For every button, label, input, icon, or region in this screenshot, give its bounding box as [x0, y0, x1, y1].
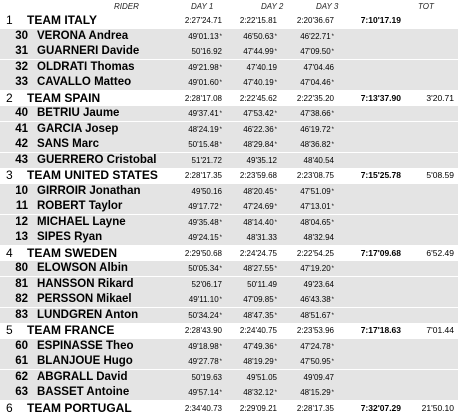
rider-day3-cell — [290, 261, 334, 277]
team-rank: 2 — [6, 90, 13, 105]
team-name: TEAM FRANCE — [27, 323, 115, 337]
rider-bib: 10 — [15, 184, 28, 197]
rider-day2-time: 48'20.45 — [243, 186, 274, 196]
rider-row — [0, 292, 458, 307]
rider-day3-time: 48'51.67 — [300, 310, 331, 320]
team-rank: 4 — [6, 245, 13, 260]
rider-bib: 41 — [15, 122, 28, 135]
team-row — [0, 323, 458, 338]
rider-row — [0, 184, 458, 199]
rider-bib: 83 — [15, 308, 28, 321]
counting-time-asterisk: * — [274, 359, 277, 365]
rider-bib: 60 — [15, 339, 28, 352]
rider-day2-time: 48'19.29 — [243, 357, 274, 366]
counting-time-asterisk: * — [331, 343, 334, 350]
counting-time-asterisk: * — [219, 126, 222, 133]
rider-row — [0, 44, 458, 59]
rider-bib: 33 — [15, 76, 28, 88]
rider-day1-cell — [178, 277, 222, 292]
counting-time-asterisk: * — [331, 266, 334, 272]
rider-row — [0, 261, 458, 276]
team-rank: 1 — [6, 13, 13, 27]
rider-day3-cell — [290, 153, 334, 168]
rider-day1-time: 49'37.41 — [188, 109, 219, 118]
rider-bib: 62 — [15, 370, 28, 383]
rider-day3-cell — [290, 184, 334, 200]
team-day1-time: 2:28'17.08 — [184, 93, 222, 103]
rider-day1-cell — [178, 292, 222, 308]
rider-day1-time: 49'01.13 — [188, 31, 219, 41]
rider-day1-time: 49'27.78 — [188, 357, 219, 366]
header-day1: DAY 1 — [191, 2, 214, 11]
rider-day2-cell — [233, 354, 277, 370]
rider-day2-time: 49'35.12 — [246, 155, 277, 165]
rider-day2-time: 46'50.63 — [243, 31, 274, 41]
rider-day2-time: 47'40.19 — [246, 62, 277, 72]
rider-day2-cell — [233, 261, 277, 277]
counting-time-asterisk: * — [274, 390, 277, 396]
team-total-time: 7:32'07.29 — [360, 402, 401, 413]
rider-day2-time: 46'22.36 — [243, 124, 274, 134]
counting-time-asterisk: * — [331, 126, 334, 133]
rider-day2-cell — [233, 339, 277, 355]
rider-day3-cell — [290, 385, 334, 401]
rider-row — [0, 354, 458, 369]
counting-time-asterisk: * — [274, 266, 277, 272]
rider-row — [0, 385, 458, 400]
counting-time-asterisk: * — [219, 235, 222, 241]
rider-name: VERONA Andrea — [37, 29, 129, 42]
rider-day1-cell — [178, 339, 222, 355]
counting-time-asterisk: * — [331, 204, 334, 210]
team-total-time: 7:17'09.68 — [360, 247, 401, 258]
rider-day2-cell — [233, 153, 277, 168]
rider-row — [0, 29, 458, 44]
rider-bib: 80 — [15, 262, 28, 274]
rider-day3-time: 48'36.82 — [300, 140, 331, 149]
counting-time-asterisk: * — [219, 266, 222, 272]
team-day2-time: 2:24'24.75 — [239, 248, 277, 258]
rider-day2-cell — [233, 385, 277, 401]
team-day1-time: 2:34'40.73 — [184, 403, 222, 413]
rider-day3-cell — [290, 137, 334, 153]
team-day3-time: 2:23'08.75 — [296, 171, 334, 180]
rider-day1-time: 49'57.14 — [188, 388, 219, 397]
rider-name: ROBERT Taylor — [37, 200, 123, 212]
rider-day2-cell — [233, 60, 277, 75]
counting-time-asterisk: * — [274, 219, 277, 226]
rider-day1-time: 49'18.98 — [188, 341, 219, 351]
rider-day2-time: 49'51.05 — [246, 372, 277, 382]
counting-time-asterisk: * — [219, 219, 222, 226]
team-gap-time: 6'52.49 — [426, 247, 454, 258]
rider-day2-time: 48'47.35 — [243, 310, 274, 320]
rider-bib: 42 — [15, 138, 28, 150]
rider-day3-cell — [290, 44, 334, 60]
team-day1-time: 2:28'43.90 — [184, 326, 222, 335]
rider-day2-time: 47'24.69 — [243, 202, 274, 211]
rider-day2-time: 47'44.99 — [243, 47, 274, 56]
rider-day2-time: 47'49.36 — [243, 341, 274, 351]
rider-bib: 40 — [15, 107, 28, 119]
team-day3-time: 2:22'54.25 — [296, 248, 334, 258]
rider-day2-cell — [233, 230, 277, 245]
rider-row — [0, 339, 458, 354]
rider-day1-time: 49'11.10 — [188, 295, 219, 304]
counting-time-asterisk: * — [219, 33, 222, 40]
rider-day1-time: 50'19.63 — [191, 372, 222, 382]
rider-day2-cell — [233, 277, 277, 292]
rider-name: ESPINASSE Theo — [37, 339, 134, 352]
rider-bib: 32 — [15, 60, 28, 73]
rider-row — [0, 230, 458, 245]
team-gap-time: 3'20.71 — [426, 92, 454, 103]
counting-time-asterisk: * — [274, 343, 277, 350]
counting-time-asterisk: * — [219, 204, 222, 210]
rider-day1-cell — [178, 215, 222, 231]
rider-day2-cell — [233, 122, 277, 138]
counting-time-asterisk: * — [219, 64, 222, 71]
rider-bib: 30 — [15, 29, 28, 42]
header-day2: DAY 2 — [261, 2, 284, 11]
team-name: TEAM ITALY — [27, 13, 98, 27]
rider-day2-time: 48'29.84 — [243, 140, 274, 149]
rider-day3-cell — [290, 75, 334, 91]
rider-day1-cell — [178, 29, 222, 45]
rider-bib: 11 — [15, 200, 28, 212]
rider-day3-time: 48'04.65 — [300, 217, 331, 227]
team-total-time: 7:13'37.90 — [360, 92, 401, 103]
rider-day1-time: 49'35.48 — [188, 217, 219, 227]
rider-day3-time: 47'50.95 — [300, 357, 331, 366]
rider-day2-cell — [233, 29, 277, 45]
rider-name: GUARNERI Davide — [37, 45, 140, 57]
rider-row — [0, 137, 458, 152]
rider-name: SANS Marc — [37, 138, 99, 150]
rider-day1-cell — [178, 44, 222, 59]
team-total-time: 7:10'17.19 — [360, 15, 401, 25]
rider-day3-time: 49'09.47 — [303, 372, 334, 382]
rider-bib: 43 — [15, 153, 28, 166]
rider-row — [0, 199, 458, 214]
counting-time-asterisk: * — [331, 188, 334, 195]
rider-day1-cell — [178, 122, 222, 138]
rider-day1-time: 51'21.72 — [191, 155, 222, 165]
rider-day2-cell — [233, 370, 277, 385]
rider-day3-cell — [290, 277, 334, 292]
counting-time-asterisk: * — [219, 359, 222, 365]
header-rider: RIDER — [114, 2, 139, 11]
rider-name: LUNDGREN Anton — [37, 308, 139, 321]
counting-time-asterisk: * — [274, 188, 277, 195]
team-day1-time: 2:29'50.68 — [184, 248, 222, 258]
counting-time-asterisk: * — [219, 312, 222, 319]
header-day3: DAY 3 — [316, 2, 339, 11]
rider-day1-cell — [178, 308, 222, 324]
rider-day3-time: 47'04.46 — [303, 62, 334, 72]
rider-day1-cell — [178, 153, 222, 168]
counting-time-asterisk: * — [331, 390, 334, 396]
rider-day1-cell — [178, 184, 222, 199]
rider-row — [0, 60, 458, 75]
rider-name: SIPES Ryan — [37, 231, 103, 243]
rider-name: CAVALLO Matteo — [37, 76, 132, 88]
rider-day1-cell — [178, 199, 222, 215]
counting-time-asterisk: * — [274, 142, 277, 148]
rider-day1-cell — [178, 230, 222, 246]
team-name: TEAM UNITED STATES — [27, 168, 158, 182]
rider-day1-cell — [178, 106, 222, 122]
team-day2-time: 2:29'09.21 — [239, 403, 277, 413]
rider-day1-time: 49'17.72 — [188, 202, 219, 211]
rider-day1-time: 48'24.19 — [188, 124, 219, 134]
rider-row — [0, 370, 458, 385]
rider-bib: 12 — [15, 215, 28, 228]
rider-row — [0, 122, 458, 137]
counting-time-asterisk: * — [219, 390, 222, 396]
rider-name: BLANJOUE Hugo — [37, 355, 133, 367]
team-name: TEAM PORTUGAL — [27, 400, 132, 415]
rider-day2-cell — [233, 184, 277, 200]
rider-day2-cell — [233, 199, 277, 215]
counting-time-asterisk: * — [331, 142, 334, 148]
counting-time-asterisk: * — [274, 80, 277, 86]
rider-day1-cell — [178, 75, 222, 91]
team-total-time: 7:15'25.78 — [360, 170, 401, 180]
rider-name: MICHAEL Layne — [37, 215, 126, 228]
team-rank: 6 — [6, 400, 13, 415]
rider-bib: 61 — [15, 355, 28, 367]
rider-name: BASSET Antoine — [37, 386, 130, 398]
rider-day2-cell — [233, 137, 277, 153]
rider-day1-time: 49'21.98 — [188, 62, 219, 72]
counting-time-asterisk: * — [274, 111, 277, 117]
rider-day2-cell — [233, 292, 277, 308]
rider-row — [0, 153, 458, 168]
counting-time-asterisk: * — [331, 359, 334, 365]
team-day3-time: 2:20'36.67 — [296, 16, 334, 25]
rider-day3-time: 47'24.78 — [300, 341, 331, 351]
rider-day3-time: 46'19.72 — [300, 124, 331, 134]
rider-day3-cell — [290, 60, 334, 75]
rider-bib: 81 — [15, 277, 28, 290]
rider-day3-time: 46'43.38 — [300, 295, 331, 304]
rider-day1-time: 49'24.15 — [188, 233, 219, 242]
rider-name: BETRIU Jaume — [37, 107, 120, 119]
team-row — [0, 91, 458, 106]
rider-day3-time: 47'51.09 — [300, 186, 331, 196]
rider-day3-cell — [290, 106, 334, 122]
rider-bib: 13 — [15, 231, 28, 243]
counting-time-asterisk: * — [219, 80, 222, 86]
rider-day3-time: 46'22.71 — [300, 31, 331, 41]
rider-day2-time: 47'40.19 — [243, 78, 274, 87]
rider-name: OLDRATI Thomas — [37, 60, 135, 73]
rider-day2-cell — [233, 215, 277, 231]
rider-day3-cell — [290, 339, 334, 355]
rider-bib: 63 — [15, 386, 28, 398]
rider-day1-time: 52'06.17 — [191, 279, 222, 289]
rider-day3-time: 47'13.01 — [300, 202, 331, 211]
counting-time-asterisk: * — [219, 111, 222, 117]
rider-row — [0, 75, 458, 90]
team-day2-time: 2:24'40.75 — [239, 326, 277, 335]
counting-time-asterisk: * — [331, 219, 334, 226]
counting-time-asterisk: * — [274, 49, 277, 55]
team-row — [0, 13, 458, 28]
team-name: TEAM SWEDEN — [27, 245, 117, 260]
team-day1-time: 2:28'17.35 — [184, 171, 222, 180]
rider-day1-time: 50'16.92 — [191, 47, 222, 56]
rider-day3-time: 49'23.64 — [303, 279, 334, 289]
rider-name: PERSSON Mikael — [37, 293, 132, 305]
rider-day3-cell — [290, 230, 334, 245]
team-total-time: 7:17'18.63 — [360, 325, 401, 335]
rider-day3-cell — [290, 29, 334, 45]
rider-day1-time: 49'50.16 — [191, 186, 222, 196]
rider-day2-cell — [233, 308, 277, 324]
rider-day1-cell — [178, 354, 222, 370]
rider-day1-time: 49'01.60 — [188, 78, 219, 87]
rider-day3-cell — [290, 370, 334, 385]
counting-time-asterisk: * — [331, 80, 334, 86]
rider-day1-time: 50'15.48 — [188, 140, 219, 149]
rider-day1-cell — [178, 370, 222, 385]
rider-bib: 82 — [15, 293, 28, 305]
counting-time-asterisk: * — [331, 312, 334, 319]
rider-day3-cell — [290, 292, 334, 308]
team-day3-time: 2:28'17.35 — [296, 403, 334, 413]
rider-day2-time: 48'31.33 — [246, 233, 277, 242]
rider-day2-time: 48'27.55 — [243, 264, 274, 273]
rider-row — [0, 308, 458, 323]
team-row — [0, 246, 458, 261]
rider-name: GUERRERO Cristobal — [37, 153, 157, 166]
rider-day3-cell — [290, 215, 334, 231]
counting-time-asterisk: * — [331, 49, 334, 55]
rider-day3-time: 47'04.46 — [300, 78, 331, 87]
rider-name: GIRROIR Jonathan — [37, 184, 141, 197]
rider-day3-time: 48'40.54 — [303, 155, 334, 165]
team-rank: 5 — [6, 323, 13, 337]
rider-day1-time: 50'05.34 — [188, 264, 219, 273]
team-gap-time: 7'01.44 — [426, 325, 454, 335]
rider-day2-time: 47'09.85 — [243, 295, 274, 304]
team-day2-time: 2:22'45.62 — [239, 93, 277, 103]
team-row — [0, 401, 458, 416]
team-day2-time: 2:22'15.81 — [239, 16, 277, 25]
counting-time-asterisk: * — [274, 126, 277, 133]
rider-day3-time: 48'32.94 — [303, 233, 334, 242]
rider-name: ABGRALL David — [37, 370, 128, 383]
rider-day3-time: 47'09.50 — [300, 47, 331, 56]
rider-name: GARCIA Josep — [37, 122, 119, 135]
team-rank: 3 — [6, 168, 13, 182]
counting-time-asterisk: * — [219, 142, 222, 148]
team-day3-time: 2:23'53.96 — [296, 326, 334, 335]
rider-row — [0, 215, 458, 230]
rider-day2-cell — [233, 106, 277, 122]
counting-time-asterisk: * — [274, 312, 277, 319]
rider-day2-time: 50'11.49 — [247, 279, 277, 289]
team-day1-time: 2:27'24.71 — [184, 16, 222, 25]
rider-day3-cell — [290, 354, 334, 370]
counting-time-asterisk: * — [274, 297, 277, 303]
rider-row — [0, 106, 458, 121]
counting-time-asterisk: * — [331, 33, 334, 40]
rider-day1-cell — [178, 385, 222, 401]
team-gap-time: 5'08.59 — [426, 170, 454, 180]
rider-day2-cell — [233, 44, 277, 60]
rider-day1-cell — [178, 137, 222, 153]
counting-time-asterisk: * — [274, 204, 277, 210]
rider-day3-time: 47'19.20 — [300, 264, 331, 273]
counting-time-asterisk: * — [331, 297, 334, 303]
rider-day1-cell — [178, 261, 222, 277]
team-gap-time: 21'50.10 — [421, 402, 454, 413]
counting-time-asterisk: * — [274, 33, 277, 40]
rider-day1-cell — [178, 60, 222, 76]
rider-row — [0, 277, 458, 292]
rider-day3-cell — [290, 308, 334, 324]
rider-name: ELOWSON Albin — [37, 262, 128, 274]
rider-day3-time: 47'38.66 — [300, 109, 331, 118]
rider-name: HANSSON Rikard — [37, 277, 134, 290]
header-tot: TOT — [418, 2, 434, 11]
rider-day2-cell — [233, 75, 277, 91]
rider-day3-cell — [290, 122, 334, 138]
team-day3-time: 2:22'35.20 — [296, 93, 334, 103]
rider-day3-cell — [290, 199, 334, 215]
rider-bib: 31 — [15, 45, 28, 57]
team-day2-time: 2:23'59.68 — [239, 171, 277, 180]
rider-day3-time: 48'15.29 — [300, 388, 331, 397]
team-name: TEAM SPAIN — [27, 90, 101, 105]
rider-day2-time: 48'32.12 — [243, 388, 274, 397]
rider-day2-time: 47'53.42 — [243, 109, 274, 118]
counting-time-asterisk: * — [331, 111, 334, 117]
team-row — [0, 168, 458, 183]
rider-day2-time: 48'14.40 — [243, 217, 274, 227]
counting-time-asterisk: * — [219, 297, 222, 303]
counting-time-asterisk: * — [219, 343, 222, 350]
rider-day1-time: 50'34.24 — [188, 310, 219, 320]
